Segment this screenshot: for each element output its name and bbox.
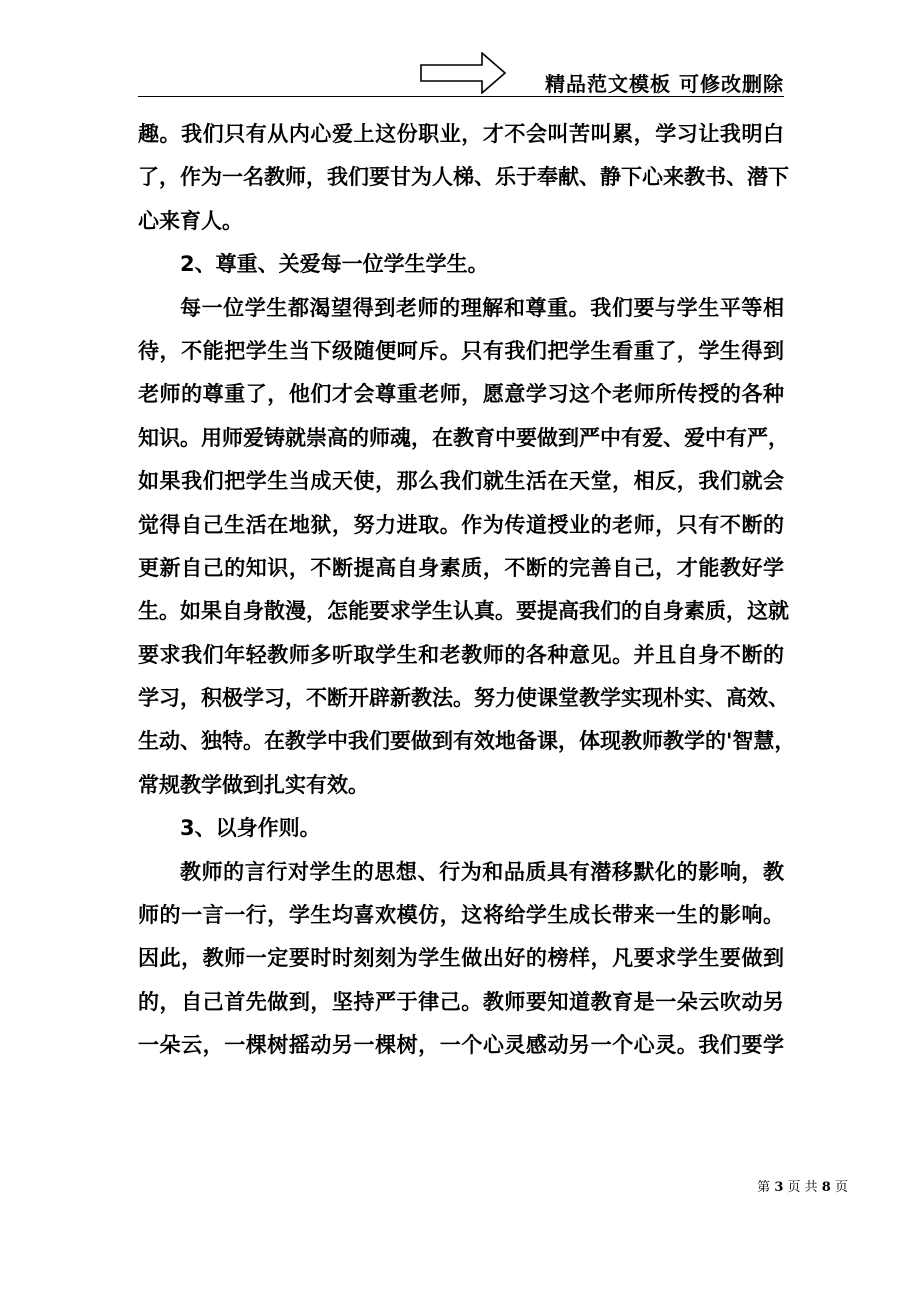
section-heading: 3、以身作则。 <box>180 816 321 841</box>
text-line: 学习，积极学习，不断开辟新教法。努力使课堂教学实现朴实、高效、 <box>138 686 789 711</box>
text-line: 如果我们把学生当成天使，那么我们就生活在天堂，相反，我们就会 <box>138 469 784 494</box>
text-line: 更新自己的知识，不断提高自身素质，不断的完善自己，才能教好学 <box>138 555 784 580</box>
text-line: 老师的尊重了，他们才会尊重老师，愿意学习这个老师所传授的各种 <box>138 382 784 407</box>
text-line: 待，不能把学生当下级随便呵斥。只有我们把学生看重了，学生得到 <box>138 338 784 363</box>
text-line: 生动、独特。在教学中我们要做到有效地备课，体现教师教学的'智慧， <box>138 729 796 754</box>
total-page-count: 8 <box>821 1180 831 1195</box>
current-page-number: 3 <box>774 1180 784 1195</box>
text-line: 心来育人。 <box>138 208 243 233</box>
header-title: 精品范文模板 可修改删除 <box>545 72 784 96</box>
text-line: 知识。用师爱铸就崇高的师魂，在教育中要做到严中有爱、爱中有严， <box>138 425 789 450</box>
text-line: 生。如果自身散漫，怎能要求学生认真。要提高我们的自身素质，这就 <box>138 599 789 624</box>
text-line: 要求我们年轻教师多听取学生和老教师的各种意见。并且自身不断的 <box>138 642 784 667</box>
text-line: 因此，教师一定要时时刻刻为学生做出好的榜样，凡要求学生要做到 <box>138 946 784 971</box>
text-line: 一朵云，一棵树摇动另一棵树，一个心灵感动另一个心灵。我们要学 <box>138 1033 784 1058</box>
document-body <box>138 113 796 1068</box>
page-header <box>138 52 784 98</box>
footer-middle: 页 共 <box>787 1180 818 1195</box>
footer-suffix: 页 <box>834 1180 848 1195</box>
section-heading: 2、尊重、关爱每一位学生学生。 <box>180 252 489 277</box>
arrow-right-icon <box>420 52 506 94</box>
text-line: 常规教学做到扎实有效。 <box>138 772 369 797</box>
text-line: 觉得自己生活在地狱，努力进取。作为传道授业的老师，只有不断的 <box>138 512 784 537</box>
text-line: 教师的言行对学生的思想、行为和品质具有潜移默化的影响，教 <box>180 859 784 884</box>
header-divider <box>138 96 784 97</box>
text-line: 的，自己首先做到，坚持严于律己。教师要知道教育是一朵云吹动另 <box>138 989 784 1014</box>
text-line: 师的一言一行，学生均喜欢模仿，这将给学生成长带来一生的影响。 <box>138 903 784 928</box>
text-line: 每一位学生都渴望得到老师的理解和尊重。我们要与学生平等相 <box>180 295 784 320</box>
text-line: 了，作为一名教师，我们要甘为人梯、乐于奉献、静下心来教书、潜下 <box>138 165 789 190</box>
footer-prefix: 第 <box>757 1180 771 1195</box>
page-footer <box>757 1176 848 1195</box>
text-line: 趣。我们只有从内心爱上这份职业，才不会叫苦叫累，学习让我明白 <box>138 122 784 146</box>
